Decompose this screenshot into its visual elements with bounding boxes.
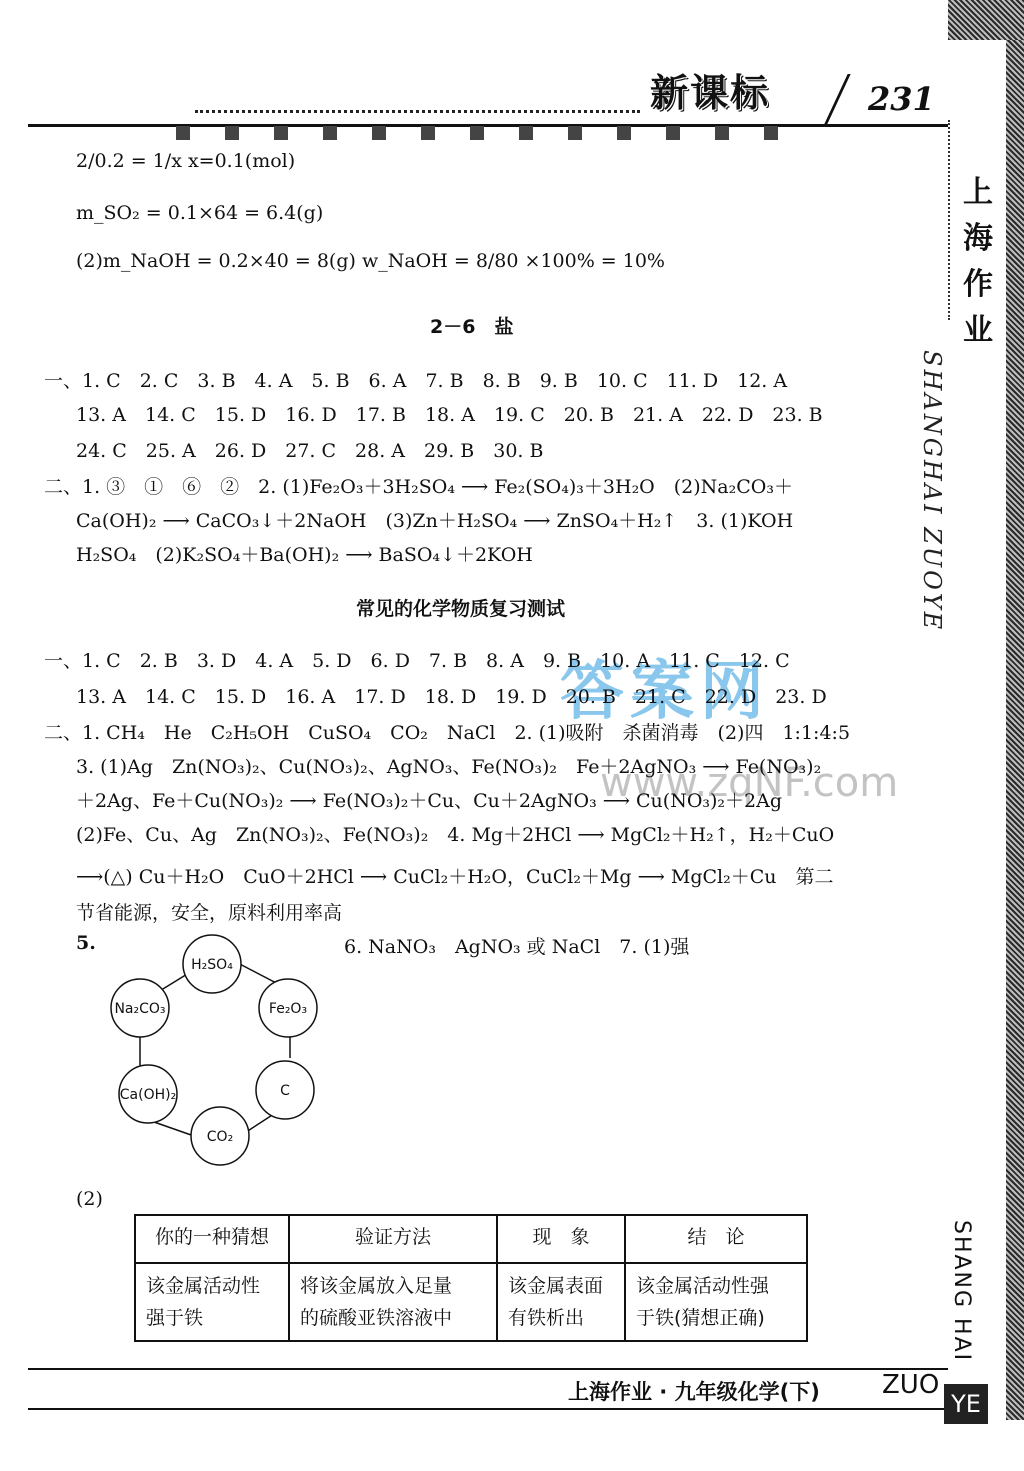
watermark-url: www.zqNF.com [600, 760, 899, 806]
cell-line: 将该金属放入足量 [300, 1275, 453, 1297]
text-line: m_SO₂ = 0.1×64 = 6.4(g) [76, 202, 324, 224]
footer-ye: YE [944, 1384, 988, 1424]
node-caoh2: Ca(OH)₂ [119, 1087, 177, 1103]
table-header: 结 论 [625, 1215, 807, 1263]
brand-title: 新课标 [650, 71, 771, 115]
answer-line: 二、1. ③ ① ⑥ ② 2. (1)Fe₂O₃＋3H₂SO₄ ⟶ Fe₂(SO₄)₃＋3H₂O (2)Na₂CO₃＋ [44, 476, 793, 498]
cell-line: 有铁析出 [508, 1307, 585, 1329]
side-cn-title [958, 170, 998, 354]
side-en-text: SHANGHAI ZUOYE [918, 350, 946, 633]
reaction-cycle-diagram [100, 930, 340, 1180]
table-cell [135, 1263, 289, 1341]
cell-line: 于铁(猜想正确) [636, 1307, 765, 1329]
footer-book-title: 上海作业 · 九年级化学(下) [568, 1380, 820, 1404]
cell-line: 该金属活动性强 [636, 1275, 770, 1297]
answer-line: ⟶(△) Cu＋H₂O CuO＋2HCl ⟶ CuCl₂＋H₂O，CuCl₂＋Mg ⟶ MgCl₂＋Cu 第二 [76, 866, 834, 888]
side-char: 海 [963, 221, 993, 256]
cell-line: 强于铁 [146, 1307, 204, 1329]
answer-line: H₂SO₄ (2)K₂SO₄＋Ba(OH)₂ ⟶ BaSO₄↓＋2KOH [76, 544, 533, 566]
side-en-vertical [910, 350, 950, 710]
answer-line: 3. (1)Ag Zn(NO₃)₂、Cu(NO₃)₂、AgNO₃、Fe(NO₃)₂ Fe＋2AgNO₃ ⟶ Fe(NO₃)₂ [76, 756, 822, 778]
answer-line: 一、1. C 2. C 3. B 4. A 5. B 6. A 7. B 8. B 9. B 10. C 11. D 12. A [44, 370, 788, 392]
side-en-bottom-text: SHANG HAI [949, 1220, 974, 1363]
question-label: 5. [76, 932, 96, 954]
section-title: 2－6 盐 [430, 316, 514, 338]
table-cell [497, 1263, 625, 1341]
answer-line: 13. A 14. C 15. D 16. D 17. B 18. A 19. C 20. B 21. A 22. D 23. B [76, 404, 823, 426]
right-strip-hatch [1006, 40, 1024, 1420]
text-line: 2/0.2 = 1/x x=0.1(mol) [76, 150, 296, 172]
table-cell [289, 1263, 497, 1341]
answer-line: 24. C 25. A 26. D 27. C 28. A 29. B 30. B [76, 440, 544, 462]
footer-rule-bottom [28, 1408, 948, 1410]
node-c: C [280, 1083, 290, 1099]
footer-zuo: ZUO [882, 1370, 940, 1400]
text-line: (2)m_NaOH = 0.2×40 = 8(g) w_NaOH = 8/80 ×100% = 10% [76, 250, 665, 272]
answer-line: 二、1. CH₄ He C₂H₅OH CuSO₄ CO₂ NaCl 2. (1)吸附 杀菌消毒 (2)四 1:1:4:5 [44, 722, 851, 744]
answer-table [134, 1214, 808, 1342]
answer-line: 节省能源，安全，原料利用率高 [76, 902, 343, 924]
table-cell [625, 1263, 807, 1341]
table-header: 验证方法 [289, 1215, 497, 1263]
cell-line: 的硫酸亚铁溶液中 [300, 1307, 453, 1329]
page-number: 231 [868, 80, 935, 118]
answer-line: (2)Fe、Cu、Ag Zn(NO₃)₂、Fe(NO₃)₂ 4. Mg＋2HCl ⟶ MgCl₂＋H₂↑，H₂＋CuO [76, 824, 835, 846]
answer-line: 一、1. C 2. B 3. D 4. A 5. D 6. D 7. B 8. A 9. B 10. A 11. C 12. C [44, 650, 790, 672]
table-header-row [135, 1215, 807, 1263]
table-header: 你的一种猜想 [135, 1215, 289, 1263]
cell-line: 该金属表面 [508, 1275, 604, 1297]
header-dotted-line [195, 110, 640, 113]
side-char: 业 [963, 313, 993, 348]
table-header: 现 象 [497, 1215, 625, 1263]
cell-line: 该金属活动性 [146, 1275, 261, 1297]
question-label: (2) [76, 1188, 103, 1210]
answer-line: 13. A 14. C 15. D 16. A 17. D 18. D 19. D 20. B 21. C 22. D 23. D [76, 686, 827, 708]
footer-rule [28, 1368, 948, 1370]
answer-line: 6. NaNO₃ AgNO₃ 或 NaCl 7. (1)强 [344, 936, 690, 958]
side-dotted-line [948, 120, 950, 320]
node-na2co3: Na₂CO₃ [114, 1001, 166, 1017]
answer-line: ＋2Ag、Fe＋Cu(NO₃)₂ ⟶ Fe(NO₃)₂＋Cu、Cu＋2AgNO₃ ⟶ Cu(NO₃)₂＋2Ag [76, 790, 783, 812]
table-row [135, 1263, 807, 1341]
node-fe2o3: Fe₂O₃ [268, 1001, 308, 1017]
section-title: 常见的化学物质复习测试 [356, 598, 566, 620]
node-h2so4: H₂SO₄ [191, 957, 233, 973]
watermark-text: 答案网 [560, 655, 770, 729]
answer-line: Ca(OH)₂ ⟶ CaCO₃↓＋2NaOH (3)Zn＋H₂SO₄ ⟶ ZnSO₄＋H₂↑ 3. (1)KOH [76, 510, 794, 532]
node-co2: CO₂ [206, 1129, 234, 1145]
side-char: 作 [963, 267, 993, 302]
right-strip-top [948, 0, 1024, 40]
side-char: 上 [963, 175, 993, 210]
header-squares [176, 126, 796, 140]
